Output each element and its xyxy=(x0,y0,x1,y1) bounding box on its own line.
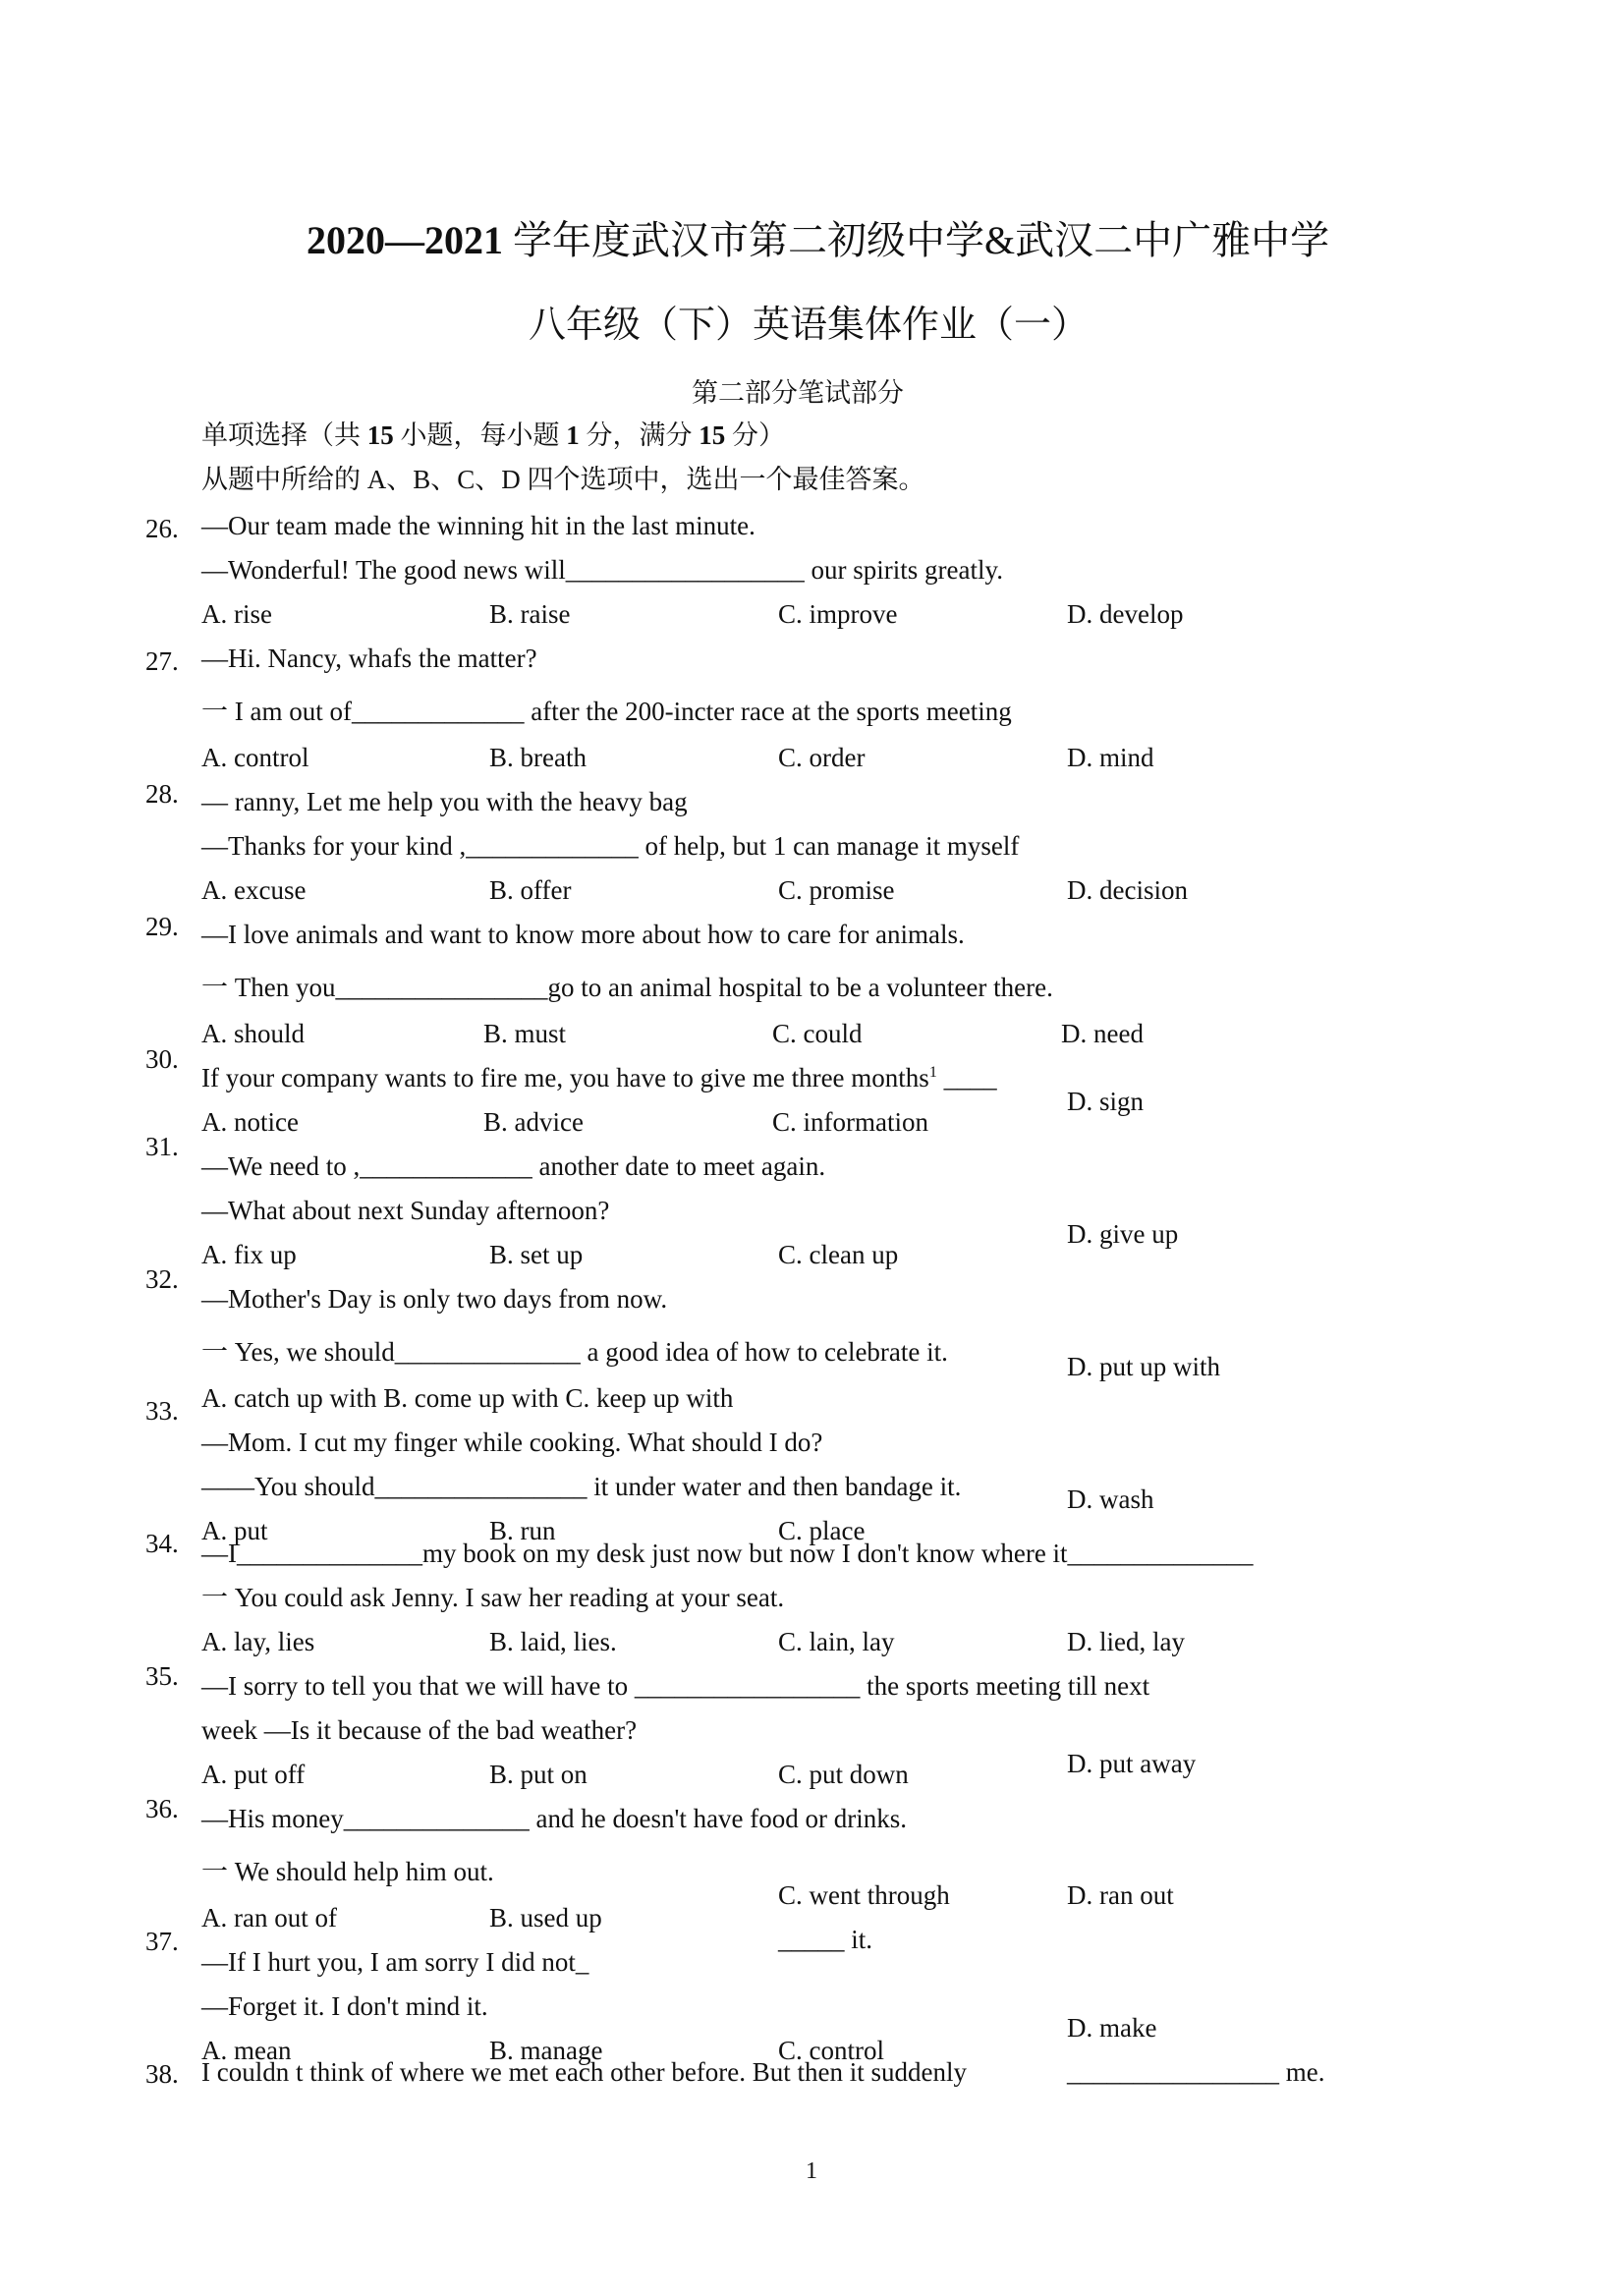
question-line: I couldn t think of where we met each other before. But then it suddenly xyxy=(201,2057,968,2087)
option-d: D. lied, lay xyxy=(1067,1627,1185,1656)
question-number: 36. xyxy=(145,1794,179,1823)
options-line: A. catch up with B. come up with C. keep up with xyxy=(201,1383,734,1413)
option-b: B. run xyxy=(489,1516,556,1545)
option-b: B. must xyxy=(483,1019,567,1048)
option-d: D. wash xyxy=(1067,1484,1154,1514)
option-c: C. order xyxy=(778,743,866,772)
option-b: B. laid, lies. xyxy=(489,1627,617,1656)
option-b: B. advice xyxy=(483,1107,584,1137)
section-instruction: 从题中所给的 A、B、C、D 四个选项中，选出一个最佳答案。 xyxy=(201,465,925,494)
option-b: B. put on xyxy=(489,1760,588,1789)
question-number: 29. xyxy=(145,912,179,941)
option-b: B. set up xyxy=(489,1240,584,1269)
option-a: A. put off xyxy=(201,1760,306,1789)
question-line: 一 We should help him out. xyxy=(201,1857,494,1886)
option-a: A. rise xyxy=(201,599,272,629)
question-number: 30. xyxy=(145,1044,179,1074)
question-line: ——You should________________ it under water and then bandage it. xyxy=(201,1472,962,1501)
question-line: —I love animals and want to know more about how to care for animals. xyxy=(201,920,965,949)
option-a: A. excuse xyxy=(201,875,307,905)
option-c: C. improve xyxy=(778,599,898,629)
page-title: 2020—2021 学年度武汉市第二初级中学&武汉二中广雅中学 xyxy=(307,218,1330,262)
question-line: —If I hurt you, I am sorry I did not_ xyxy=(201,1947,589,1977)
option-d: D. put away xyxy=(1067,1749,1197,1778)
option-c: C. place xyxy=(778,1516,866,1545)
question-line: —I sorry to tell you that we will have to _________________ the sports meeting till next xyxy=(201,1671,1150,1701)
option-a: A. mean xyxy=(201,2036,292,2065)
option-b: B. raise xyxy=(489,599,571,629)
question-line: 一 Then you________________go to an animal hospital to be a volunteer there. xyxy=(201,973,1053,1002)
question-line: —We need to ,_____________ another date to meet again. xyxy=(201,1151,826,1181)
option-a: A. lay, lies xyxy=(201,1627,315,1656)
option-c: C. clean up xyxy=(778,1240,899,1269)
option-c: C. could xyxy=(772,1019,863,1048)
page-number: 1 xyxy=(806,2158,817,2184)
question-line: —Wonderful! The good news will__________________ our spirits greatly. xyxy=(201,555,1003,585)
option-d: D. give up xyxy=(1067,1219,1179,1249)
question-line: —Mom. I cut my finger while cooking. What should I do? xyxy=(201,1428,823,1457)
option-a: A. ran out of xyxy=(201,1903,337,1932)
option-d: D. develop xyxy=(1067,599,1184,629)
option-c: C. went through xyxy=(778,1880,950,1910)
option-a: A. control xyxy=(201,743,309,772)
question-line: —Thanks for your kind ,_____________ of help, but 1 can manage it myself xyxy=(201,831,1020,861)
option-d: D. sign xyxy=(1067,1087,1145,1116)
question-number: 27. xyxy=(145,646,179,676)
option-c: C. lain, lay xyxy=(778,1627,895,1656)
question-line: 一 I am out of_____________ after the 200-incter race at the sports meeting xyxy=(201,697,1012,726)
option-d: D. ran out xyxy=(1067,1880,1174,1910)
question-line: —Hi. Nancy, whafs the matter? xyxy=(201,644,537,673)
option-a: A. put xyxy=(201,1516,268,1545)
question-line: If your company wants to fire me, you have to give me three months$^1$ ____ xyxy=(201,1063,997,1092)
option-c: C. put down xyxy=(778,1760,909,1789)
question-number: 33. xyxy=(145,1396,179,1426)
section-heading: 单项选择（共 15 小题，每小题 1 分，满分 15 分） xyxy=(201,420,785,450)
question-line: —Our team made the winning hit in the last minute. xyxy=(201,511,756,540)
question-number: 38. xyxy=(145,2059,179,2089)
question-number: 26. xyxy=(145,514,179,543)
question-line: week —Is it because of the bad weather? xyxy=(201,1715,638,1745)
option-b: B. offer xyxy=(489,875,572,905)
page-subtitle: 八年级（下）英语集体作业（一） xyxy=(529,305,1090,346)
question-line: ________________ me. xyxy=(1067,2057,1325,2087)
option-a: A. should xyxy=(201,1019,306,1048)
question-line: 一 Yes, we should______________ a good idea of how to celebrate it. xyxy=(201,1337,948,1367)
option-c: C. information xyxy=(772,1107,928,1137)
option-d: D. decision xyxy=(1067,875,1188,905)
question-line: —Forget it. I don't mind it. xyxy=(201,1991,488,2021)
question-number: 37. xyxy=(145,1927,179,1956)
option-b: B. used up xyxy=(489,1903,602,1932)
question-line: — ranny, Let me help you with the heavy bag xyxy=(201,787,688,816)
part-heading: 第二部分笔试部分 xyxy=(692,378,904,408)
option-c: C. control xyxy=(778,2036,884,2065)
question-line: —Mother's Day is only two days from now. xyxy=(201,1284,668,1314)
option-d: D. make xyxy=(1067,2013,1157,2043)
option-b: B. manage xyxy=(489,2036,603,2065)
option-d: D. need xyxy=(1061,1019,1144,1048)
question-number: 32. xyxy=(145,1264,179,1294)
option-a: A. notice xyxy=(201,1107,299,1137)
option-d: D. put up with xyxy=(1067,1352,1221,1381)
question-number: 34. xyxy=(145,1529,179,1558)
question-line: —His money______________ and he doesn't have food or drinks. xyxy=(201,1804,908,1833)
option-d: D. mind xyxy=(1067,743,1154,772)
question-line: —I______________my book on my desk just now but now I don't know where it______________ xyxy=(201,1539,1254,1568)
option-c: C. promise xyxy=(778,875,895,905)
option-a: A. fix up xyxy=(201,1240,297,1269)
question-number: 35. xyxy=(145,1661,179,1691)
question-line: —What about next Sunday afternoon? xyxy=(201,1196,610,1225)
question-line: 一 You could ask Jenny. I saw her reading at your seat. xyxy=(201,1583,785,1612)
question-line: _____ it. xyxy=(778,1925,873,1954)
question-number: 28. xyxy=(145,779,179,809)
question-number: 31. xyxy=(145,1132,179,1161)
option-b: B. breath xyxy=(489,743,587,772)
